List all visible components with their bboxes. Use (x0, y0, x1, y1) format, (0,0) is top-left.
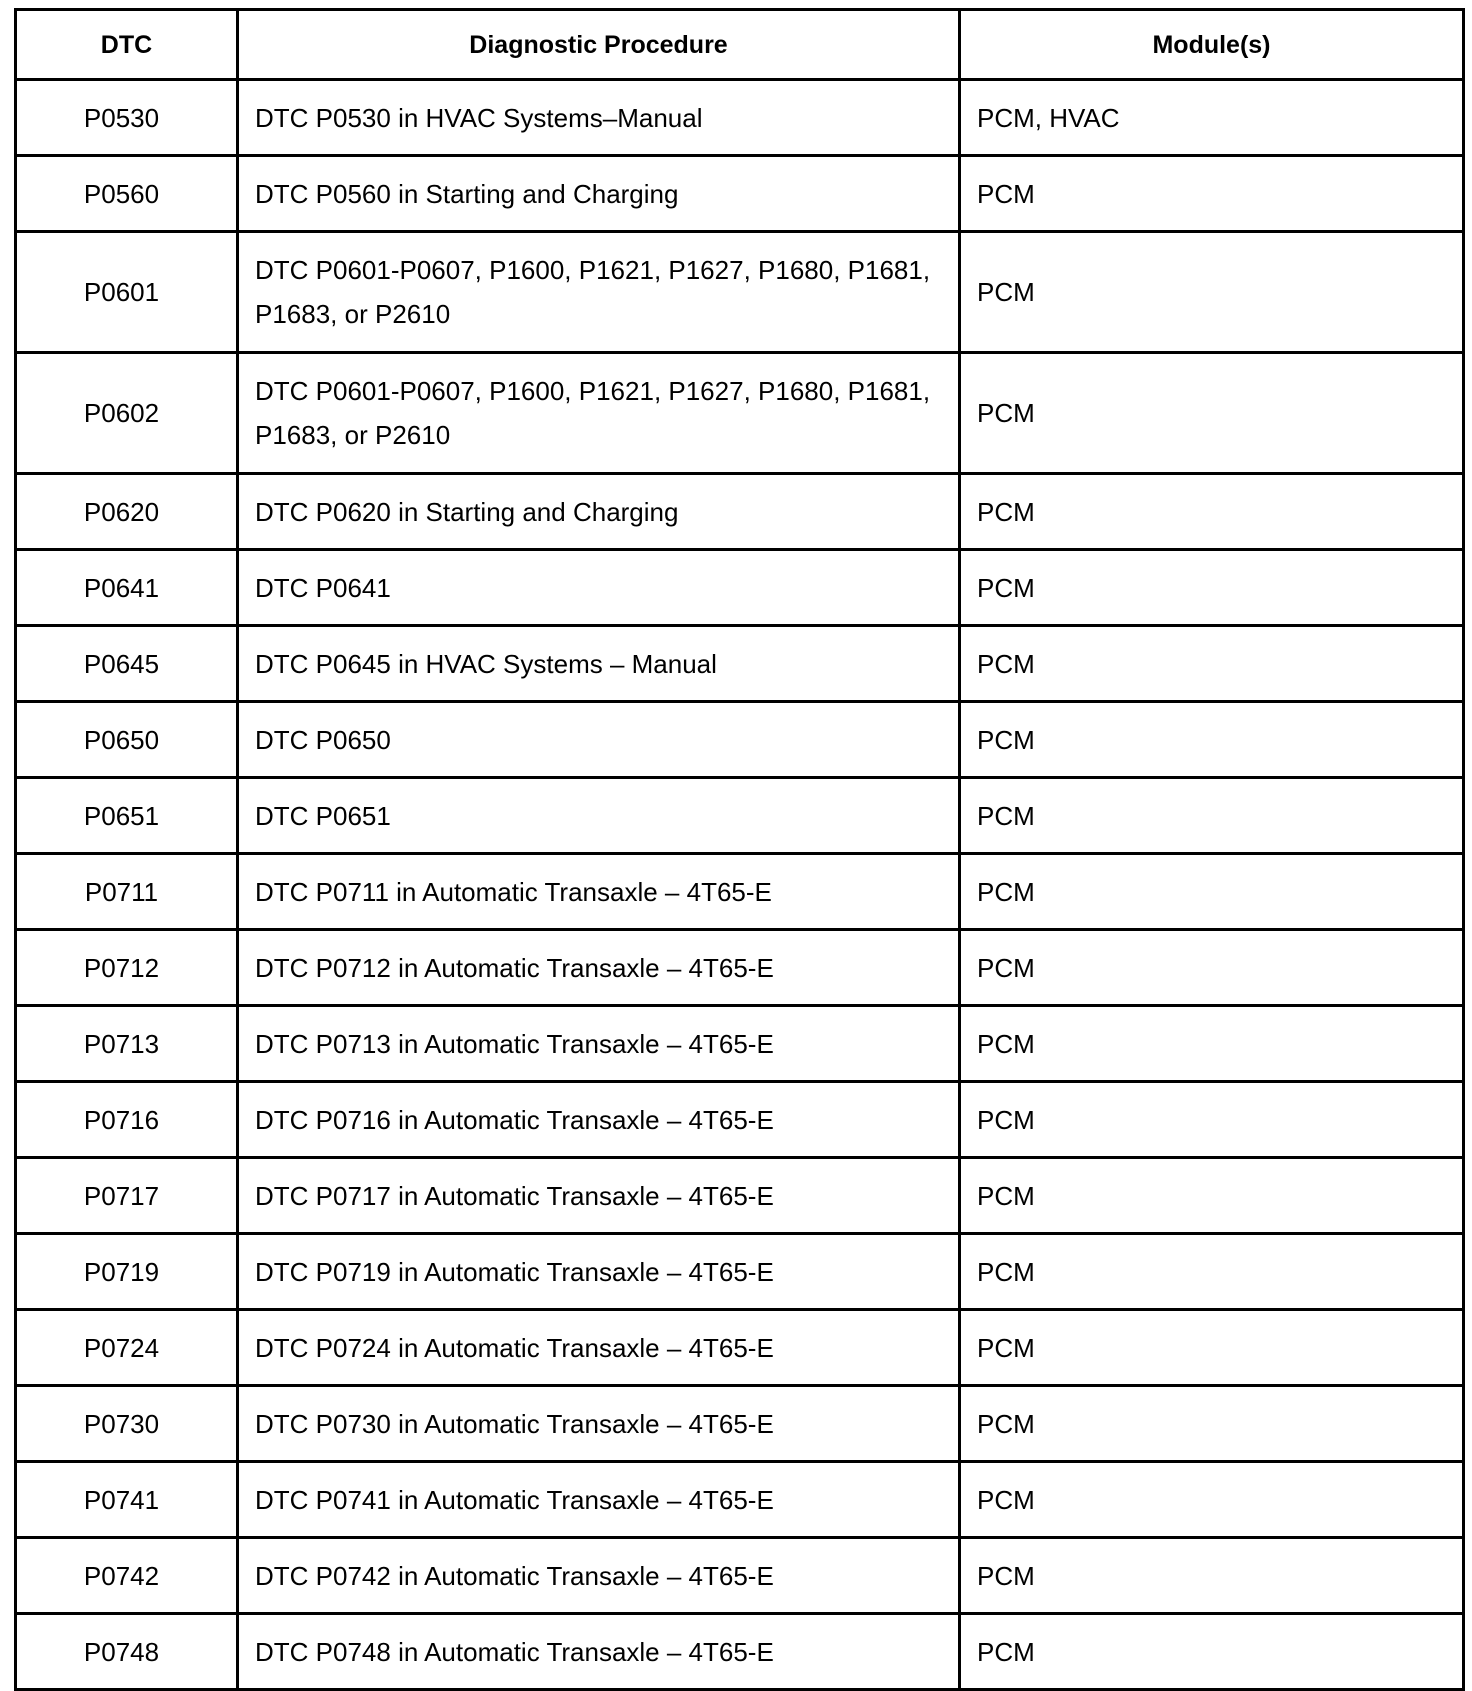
diagnostic-procedure: DTC P0641 (238, 550, 960, 626)
table-row (16, 156, 1464, 232)
dtc-code: P0748 (16, 1614, 238, 1690)
dtc-code: P0651 (16, 778, 238, 854)
modules: PCM (960, 1614, 1464, 1690)
diagnostic-procedure: DTC P0620 in Starting and Charging (238, 474, 960, 550)
table-row (16, 1006, 1464, 1082)
dtc-code: P0724 (16, 1310, 238, 1386)
modules: PCM (960, 232, 1464, 353)
diagnostic-procedure: DTC P0716 in Automatic Transaxle – 4T65-E (238, 1082, 960, 1158)
table-row (16, 1234, 1464, 1310)
dtc-code: P0530 (16, 80, 238, 156)
modules: PCM (960, 1006, 1464, 1082)
table-row (16, 353, 1464, 474)
diagnostic-procedure: DTC P0719 in Automatic Transaxle – 4T65-E (238, 1234, 960, 1310)
diagnostic-procedure: DTC P0724 in Automatic Transaxle – 4T65-E (238, 1310, 960, 1386)
dtc-code: P0645 (16, 626, 238, 702)
table-body (16, 80, 1464, 1690)
table-row (16, 80, 1464, 156)
table-row (16, 1538, 1464, 1614)
table-row (16, 778, 1464, 854)
dtc-code: P0620 (16, 474, 238, 550)
table-row (16, 702, 1464, 778)
diagnostic-procedure: DTC P0530 in HVAC Systems–Manual (238, 80, 960, 156)
modules: PCM (960, 1310, 1464, 1386)
diagnostic-procedure: DTC P0651 (238, 778, 960, 854)
table-row (16, 1082, 1464, 1158)
diagnostic-procedure: DTC P0730 in Automatic Transaxle – 4T65-E (238, 1386, 960, 1462)
table-row (16, 474, 1464, 550)
diagnostic-procedure: DTC P0650 (238, 702, 960, 778)
dtc-code: P0641 (16, 550, 238, 626)
dtc-code: P0717 (16, 1158, 238, 1234)
header-dtc: DTC (16, 10, 238, 80)
dtc-code: P0716 (16, 1082, 238, 1158)
modules: PCM (960, 156, 1464, 232)
table-row (16, 1614, 1464, 1690)
diagnostic-procedure: DTC P0717 in Automatic Transaxle – 4T65-E (238, 1158, 960, 1234)
dtc-code: P0741 (16, 1462, 238, 1538)
dtc-code: P0711 (16, 854, 238, 930)
header-modules: Module(s) (960, 10, 1464, 80)
diagnostic-procedure: DTC P0742 in Automatic Transaxle – 4T65-E (238, 1538, 960, 1614)
dtc-code: P0719 (16, 1234, 238, 1310)
modules: PCM (960, 353, 1464, 474)
diagnostic-procedure: DTC P0713 in Automatic Transaxle – 4T65-E (238, 1006, 960, 1082)
diagnostic-procedure: DTC P0741 in Automatic Transaxle – 4T65-E (238, 1462, 960, 1538)
diagnostic-procedure: DTC P0712 in Automatic Transaxle – 4T65-E (238, 930, 960, 1006)
header-diagnostic-procedure: Diagnostic Procedure (238, 10, 960, 80)
table-row (16, 626, 1464, 702)
diagnostic-procedure: DTC P0748 in Automatic Transaxle – 4T65-E (238, 1614, 960, 1690)
modules: PCM (960, 1462, 1464, 1538)
table-row (16, 550, 1464, 626)
modules: PCM (960, 778, 1464, 854)
dtc-code: P0713 (16, 1006, 238, 1082)
modules: PCM (960, 854, 1464, 930)
table-row (16, 1158, 1464, 1234)
modules: PCM (960, 930, 1464, 1006)
table-row (16, 1386, 1464, 1462)
dtc-code: P0601 (16, 232, 238, 353)
modules: PCM (960, 1538, 1464, 1614)
dtc-code: P0560 (16, 156, 238, 232)
dtc-code: P0602 (16, 353, 238, 474)
dtc-table (14, 8, 1465, 1691)
diagnostic-procedure: DTC P0711 in Automatic Transaxle – 4T65-E (238, 854, 960, 930)
modules: PCM (960, 474, 1464, 550)
table-row (16, 854, 1464, 930)
table-row (16, 930, 1464, 1006)
table-row (16, 1310, 1464, 1386)
modules: PCM, HVAC (960, 80, 1464, 156)
table-row (16, 1462, 1464, 1538)
modules: PCM (960, 1082, 1464, 1158)
table-row (16, 232, 1464, 353)
dtc-code: P0730 (16, 1386, 238, 1462)
table-header (16, 10, 1464, 80)
modules: PCM (960, 702, 1464, 778)
diagnostic-procedure: DTC P0601-P0607, P1600, P1621, P1627, P1680, P1681, P1683, or P2610 (238, 232, 960, 353)
dtc-code: P0712 (16, 930, 238, 1006)
diagnostic-procedure: DTC P0601-P0607, P1600, P1621, P1627, P1680, P1681, P1683, or P2610 (238, 353, 960, 474)
diagnostic-procedure: DTC P0560 in Starting and Charging (238, 156, 960, 232)
dtc-code: P0650 (16, 702, 238, 778)
modules: PCM (960, 626, 1464, 702)
diagnostic-procedure: DTC P0645 in HVAC Systems – Manual (238, 626, 960, 702)
modules: PCM (960, 550, 1464, 626)
modules: PCM (960, 1158, 1464, 1234)
modules: PCM (960, 1234, 1464, 1310)
modules: PCM (960, 1386, 1464, 1462)
header-row (16, 10, 1464, 80)
dtc-code: P0742 (16, 1538, 238, 1614)
